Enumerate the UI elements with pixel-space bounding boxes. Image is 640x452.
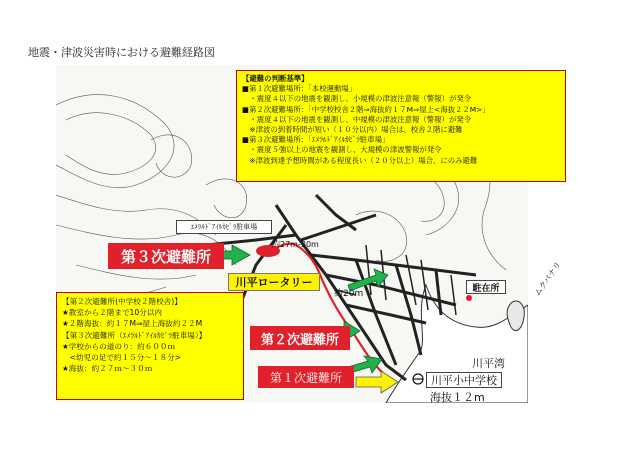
criteria-line: ■第２次避難場所：「中学校校舎２階⇒海抜約１７M⇒屋上<海抜２２M>」: [242, 104, 490, 114]
elevation-27-label: 約27m-30m: [272, 240, 319, 249]
criteria-line: ■第３次避難場所：「ｴﾒﾗﾙﾄﾞｱｲﾙｶﾋﾞﾗ駐車場」: [242, 135, 390, 145]
page-title: 地震・津波災害時における避難経路図: [28, 46, 215, 59]
info-line: <幼児の足で約１５分～１８分>: [62, 353, 182, 363]
criteria-line: ■第１次避難場所：「本校運動場」: [242, 84, 357, 94]
evac-site-1-label: 第１次避難所: [258, 366, 354, 388]
police-box-label: 駐在所: [466, 280, 506, 294]
criteria-line: ・震度４以下の地震を観測し、小規模の津波注意報（警報）が発令: [242, 94, 472, 104]
yellow-arrow: [356, 371, 398, 393]
info-line: 【第３次避難所（ｴﾒﾗﾙﾄﾞｱｲﾙｶﾋﾞﾗ駐車場）】: [62, 330, 207, 340]
info-line: ★学校からの道のり：約６００ｍ: [62, 341, 176, 351]
elevation-20-label: 約20m: [334, 289, 364, 299]
bay-label: 川平湾: [472, 357, 505, 370]
island-label: ムクバナリ: [532, 260, 563, 298]
shelter-info-box: [56, 292, 244, 400]
evacuation-criteria-box: [236, 70, 566, 182]
police-box-marker: [466, 295, 472, 301]
evac-site-2-label: 第２次避難所: [250, 326, 350, 350]
criteria-line: ※津波の到着時間が短い（１０分以内）場合は、校舎２階に避難: [242, 125, 463, 135]
criteria-line: 【避難の判断基準】: [242, 74, 309, 83]
criteria-line: ・震度５強以上の地震を観測し、大規模の津波警報が発令: [242, 145, 442, 155]
info-line: ★海抜：約２７ｍ～３０ｍ: [62, 364, 153, 374]
info-line: ★２階海抜：約１７M⇒屋上海抜約２２M: [62, 319, 203, 329]
criteria-line: ・震度４以下の地震を観測し、中規模の津波注意報（警報）が発令: [242, 114, 472, 124]
parking-lot-label: ｴﾒﾗﾙﾄﾞｱｲﾙｶﾋﾞﾗ駐車場: [176, 220, 272, 234]
info-line: 【第２次避難所(中学校２階校舎)】: [62, 297, 182, 306]
info-line: ★教室から２階まで10分以内: [62, 308, 163, 318]
rotary-label: 川平ロータリー: [228, 273, 320, 291]
criteria-line: ※津波到達予想時間がある程度長い（２０分以上）場合、にのみ避難: [242, 155, 478, 165]
school-elevation-label: 海抜１２m: [430, 391, 485, 404]
evac-site-3-label: 第３次避難所: [108, 243, 224, 269]
school-label: 川平小中学校: [426, 372, 502, 388]
